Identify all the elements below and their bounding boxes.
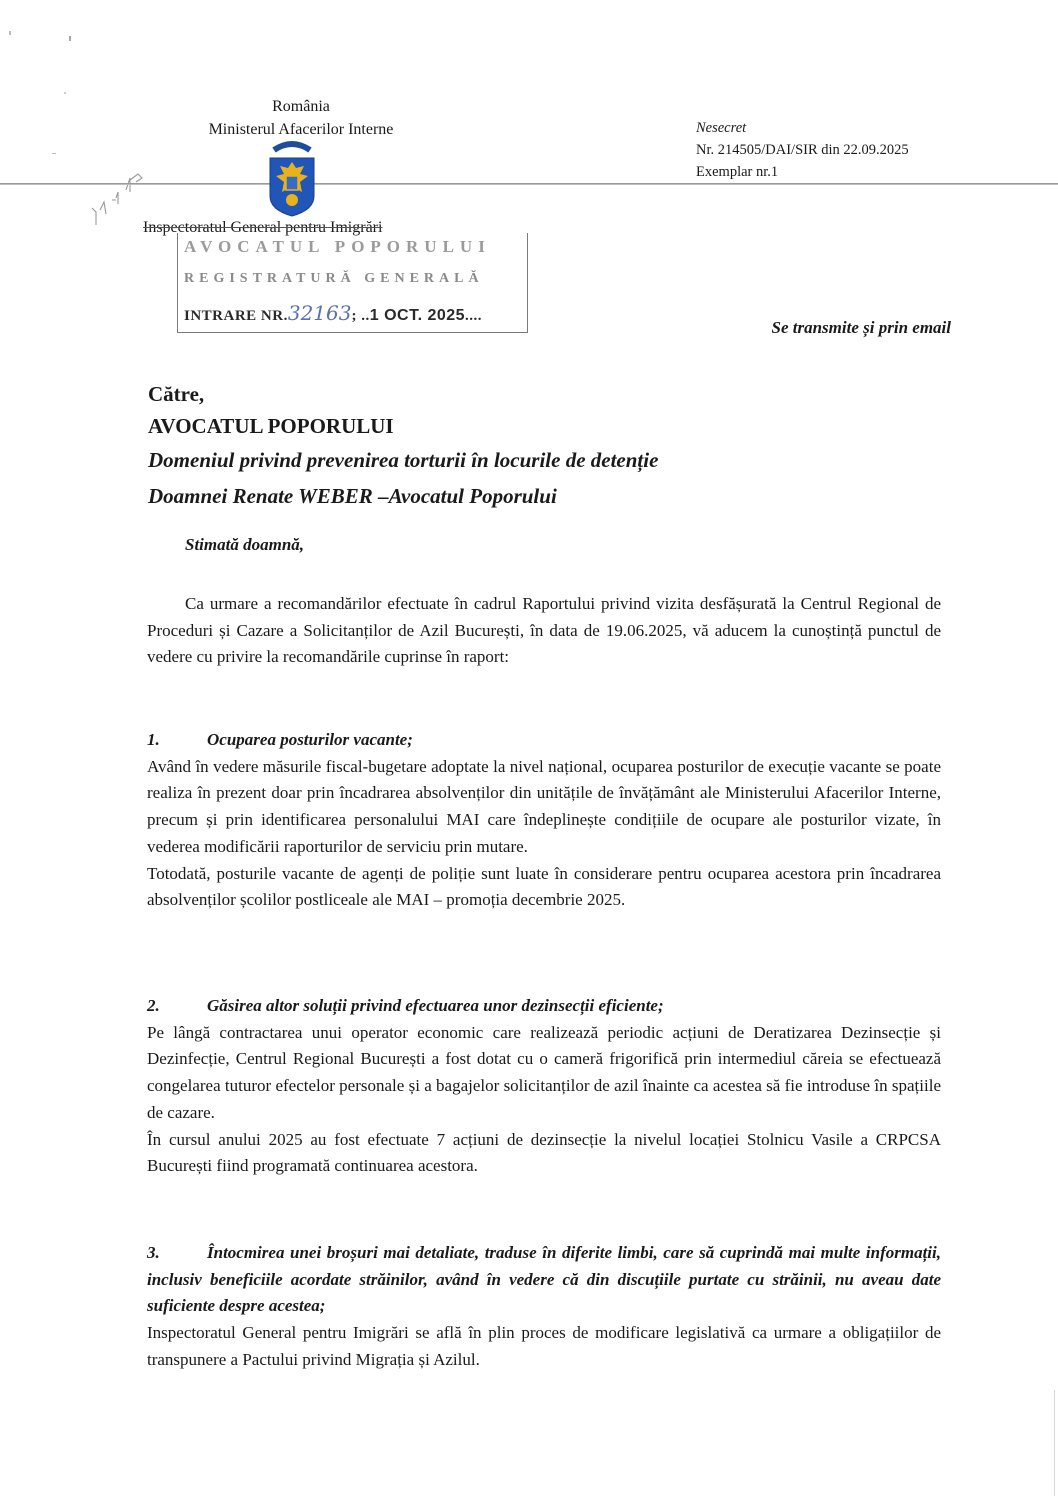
section-title: Ocuparea posturilor vacante; xyxy=(207,730,413,749)
stamp-entry-label: INTRARE NR. xyxy=(184,308,288,324)
letterhead xyxy=(170,95,432,141)
document-reference-block xyxy=(696,117,909,183)
recipient-block xyxy=(148,378,658,512)
email-note: Se transmite și prin email xyxy=(771,318,951,337)
recipient-name: AVOCATUL POPORULUI xyxy=(148,414,394,438)
copy-number: Exemplar nr.1 xyxy=(696,164,779,180)
registration-stamp xyxy=(177,233,528,333)
section-paragraph: Totodată, posturile vacante de agenți de poliție sunt luate în considerare pentru ocuparea acestora prin încadrarea absolvenților școlilor postliceale ale MAI – promoția decembrie 2025. xyxy=(147,863,941,910)
intro-paragraph: Ca urmare a recomandărilor efectuate în cadrul Raportului privind vizita desfășurată la Centrul Regional de Proceduri și Cazare a Solicitanților de Azil București, în data de 19.06.2025, vă aducem la cunoștință punctul de vedere cu privire la recomandările cuprinse în raport: xyxy=(147,594,941,667)
recipient-domain: Domeniul privind prevenirea torturii în locurile de detenție xyxy=(148,448,659,472)
stamp-entry: INTRARE NR.32163; ..1 OCT. 2025.... xyxy=(184,301,483,325)
stamp-subtitle: REGISTRATURĂ GENERALĂ xyxy=(184,271,484,286)
scan-edge xyxy=(1054,1390,1055,1496)
country-name: România xyxy=(272,98,330,115)
institution-name: Inspectoratul General pentru Imigrări xyxy=(143,219,383,236)
classification: Nesecret xyxy=(696,120,747,136)
stamp-title: AVOCATUL POPORULUI xyxy=(184,237,491,256)
section-number: 1. xyxy=(147,730,160,749)
salutation: Stimată doamnă, xyxy=(185,535,305,554)
stamp-entry-number: 32163 xyxy=(287,301,352,325)
section-title: Găsirea altor soluții privind efectuarea unor dezinsecții eficiente; xyxy=(207,996,664,1015)
section-number: 3. xyxy=(147,1243,160,1262)
reference-number: Nr. 214505/DAI/SIR din 22.09.2025 xyxy=(696,142,909,158)
section-3 xyxy=(147,1240,941,1374)
section-paragraph: În cursul anului 2025 au fost efectuate 7 acțiuni de dezinsecție la nivelul locației Stolnicu Vasile a CRPCSA București fiind programată continuarea acestora. xyxy=(147,1129,941,1176)
section-number: 2. xyxy=(147,996,160,1015)
recipient-addressee: Doamnei Renate WEBER –Avocatul Poporului xyxy=(148,484,557,508)
section-paragraph: Pe lângă contractarea unui operator economic care realizează periodic acțiuni de Deratizarea Dezinsecție și Dezinfecție, Centrul Regional București a fost dotat cu o cameră frigorifică prin intermediul căreia se efectuează congelarea tuturor efectelor personale și a bagajelor solicitanților de azil înainte ca acestea să fie introduse în spațiile de cazare. xyxy=(147,1022,941,1122)
ministry-name: Ministerul Afacerilor Interne xyxy=(208,121,394,138)
section-1 xyxy=(147,727,941,914)
section-paragraph: Având în vedere măsurile fiscal-bugetare adoptate la nivel național, ocuparea posturilor de execuție vacante se poate realiza în prezent doar prin încadrarea absolvenților din unitățile de învățământ ale Ministerului Afacerilor Interne, precum și prin identificarea personalului MAI care îndeplinește condițiile de ocupare ale posturilor vizate, în vederea modificării raporturilor de serviciu prin mutare. xyxy=(147,756,941,856)
section-title: Întocmirea unei broșuri mai detaliate, traduse în diferite limbi, care să cuprindă mai multe informații, inclusiv beneficiile acordate străinilor, având în vedere că din discuțiile purtate cu străinii, nu aveau date suficiente despre acestea; xyxy=(147,1243,941,1316)
handwritten-mark xyxy=(82,170,152,240)
coat-of-arms-icon xyxy=(266,138,318,218)
section-paragraph: Inspectoratul General pentru Imigrări se află în plin proces de modificare legislativă ca urmare a obligațiilor de transpunere a Pactului privind Migrația și Azilul. xyxy=(147,1323,941,1369)
recipient-to: Către, xyxy=(148,382,205,406)
header-divider xyxy=(0,183,1058,185)
stamp-entry-date: 1 OCT. 2025 xyxy=(369,307,466,324)
section-2 xyxy=(147,993,941,1180)
